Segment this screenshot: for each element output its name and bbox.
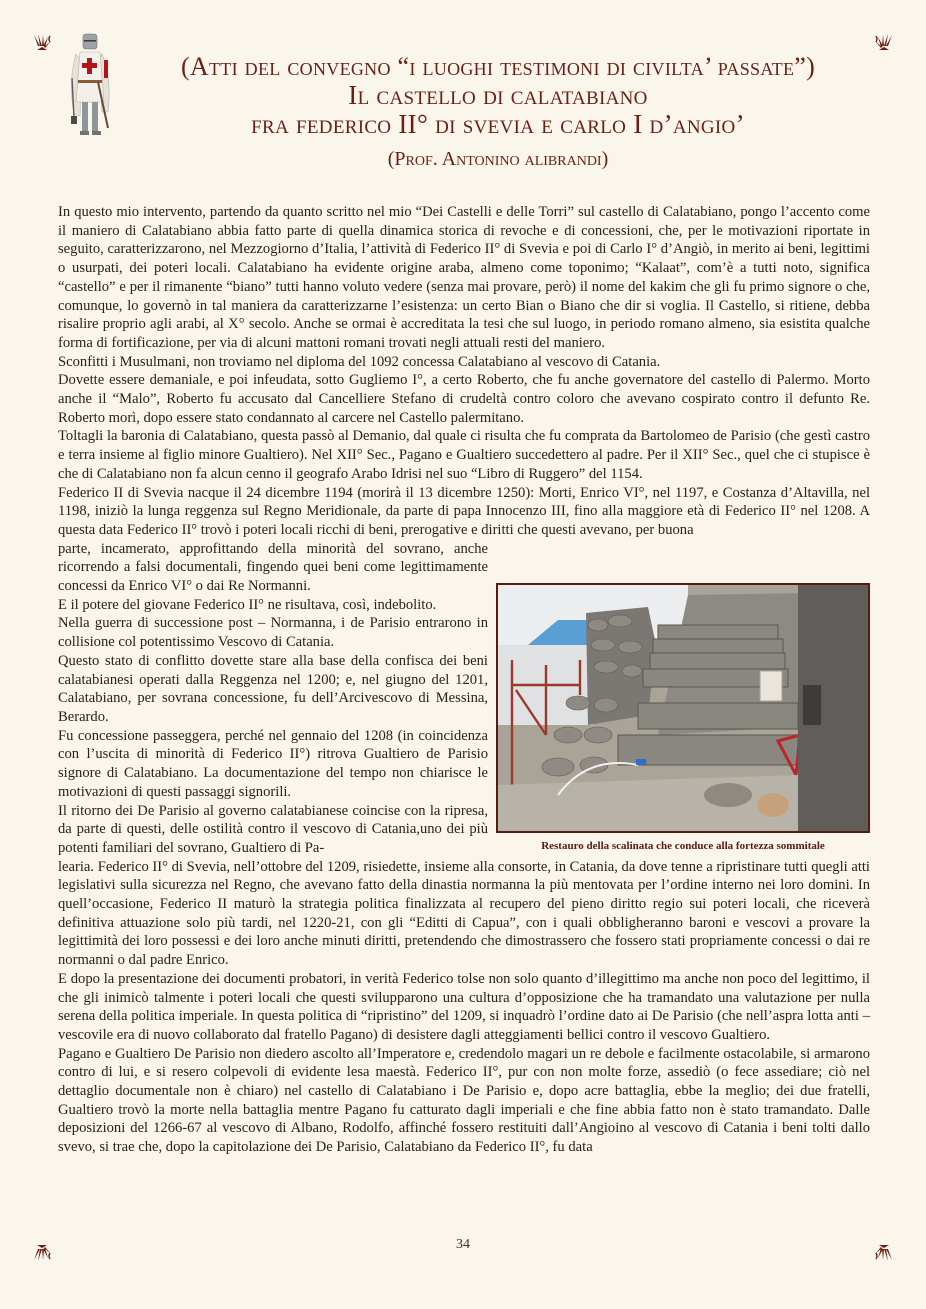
figure-caption: Restauro della scalinata che conduce alla fortezza sommitale [541, 840, 825, 852]
paragraph: Fu concessione passeggera, perché nel gennaio del 1208 (in coincidenza con l’uscita di minorità di Federico II°) ritrova Gualtiero de Parisio signore di Calatabiano. La documentazione del tempo non chiarisce le motivazioni di questi passaggi signorili. [58, 727, 488, 800]
author-byline: (Prof. Antonino alibrandi) [387, 148, 609, 170]
figure [496, 583, 870, 852]
article-header [110, 52, 886, 173]
paragraph: Federico II di Svevia nacque il 24 dicembre 1194 (morirà il 13 dicembre 1250): Morti, Enrico VI°, nel 1197, e Costanza d’Altavilla, nel 1198, iniziò la lunga reggenza sul Regno Meridionale, da parte di papa Innocenzo III, fino alla maggiore età di Federico II° nel 1208. A questa data Federico II° trovò i poteri locali ricchi di beni, prerogative e diritti che questi avevano, per buona [58, 484, 870, 538]
staircase-photo [496, 583, 870, 833]
paragraph: Toltagli la baronia di Calatabiano, questa passò al Demanio, dal quale ci risulta che fu comprata da Bartolomeo de Parisio (che gestì castro e terra insieme al figlio minore Gualtiero). Nel XII° Sec., Pagano e Gualtiero succedettero al padre. Per il XII° Sec., quel che ci stupisce è che di Calatabiano non fa alcun cenno il geografo Arabo Idrisi nel suo “Libro di Ruggero” del 1154. [58, 428, 870, 482]
page-number: 34 [456, 1237, 470, 1252]
paragraph: Pagano e Gualtiero De Parisio non diedero ascolto all’Imperatore e, credendolo magari un re debole e facilmente ostacolabile, si armarono contro di lui, e si resero colpevoli di evidente lesa maestà. Federico II°, pur con non molte forze, assediò (o fece assediare; ciò nel dettaglio documentale non è chiaro) nel castello di Calatabiano i De Parisio e, dopo acre battaglia, ebbe la meglio; dei due fratelli, Gualtiero trovò la morte nella battaglia mentre Pagano fu catturato dagli imperiali e che fine abbia fatto non è stato tramandato. Dalle deposizioni del 1266-67 al vescovo di Albano, Rodolfo, affinché fossero restituiti dall’Angioino al vescovo di Catania i beni tolti dallo svevo, si trae che, dopo la capitolazione dei De Parisio, Calatabiano da Federico II°, fu data [58, 1045, 870, 1156]
paragraph: Questo stato di conflitto dovette stare alla base della confisca dei beni calatabianesi operati dalla Reggenza nel 1200; e, nel giugno del 1201, Calatabiano, per sovrana concessione, fu dell’Arcivescovo di Messina, Berardo. [58, 652, 488, 725]
conference-title: (Atti del convegno “i luoghi testimoni di civilta’ passate”) [180, 52, 816, 81]
paragraph: Sconfitti i Musulmani, non troviamo nel diploma del 1092 concessa Calatabiano al vescovo di Catania. [58, 353, 661, 370]
paragraph: parte, incamerato, approfittando della minorità del sovrano, anche ricorrendo a falsi documentali, fingendo quei beni come legittimamente concessi da Enrico VI° o dai Re Normanni. [58, 540, 488, 595]
paragraph: learia. Federico II° di Svevia, nell’ottobre del 1209, risiedette, insieme alla consorte, in Catania, da dove tenne a ripristinare tutti quegli atti legislativi sulla sicurezza nel Regno, che avevano fatto della dinastia normanna la più mentovata per l’ordine interno nei loro domini. In quell’occasione, Federico II maturò la strategia politica finalizzata al recupero del pieno diritto regio sui poteri locali, che riceverà definitiva attuazione solo più tardi, nel 1220-21, con gli “Editti di Capua”, con i quali obbligheranno baroni e vescovi a provare la legittimità dei loro possessi e dei loro anche minuti diritti, pretendendo che dimostrassero che fossero stati propriamente concessi o dai re normanni o dal padre Enrico. [58, 858, 870, 969]
text-beside-figure [58, 540, 488, 858]
article-subtitle: fra federico II° di svevia e carlo I d’angio’ [251, 109, 745, 139]
paragraph: In questo mio intervento, partendo da quanto scritto nel mio “Dei Castelli e delle Torri” sul castello di Calatabiano, pongo l’accento come il maniero di Calatabiano abbia fatto parte di quella dinamica storica di revoche e di concessioni, che, per le motivazioni riportate in seguito, caratterizzarono, nel Mezzogiorno d’Italia, l’attività di Federico II° di Svevia e poi di Carlo I° d’Angiò, in merito ai beni, legittimi o usurpati, dei poteri locali. Calatabiano ha evidente origine araba, almeno come toponimo; “Kalaat”, com’è a tutti noto, significa “castello” e per il rimanente “biano” tutti hanno voluto vedere (senza mai provare, però) il nome del kakim che gli fu primo signore o che, comunque, lo governò in tal maniera da caratterizzarne l’esistenza: un certo Bian o Biano che dir si voglia. Il Castello, si ritiene, debba risalire proprio agli arabi, al X° secolo. Anche se ormai è accreditata la tesi che sul luogo, in periodo romano almeno, sia esistita qualche forma di fortificazione, per via di alcuni mattoni romani trovati negli attuali resti del maniero. [58, 204, 870, 351]
palm-fan-ornament-icon [32, 32, 54, 54]
paragraph: Dovette essere demaniale, e poi infeudata, sotto Gugliemo I°, a certo Roberto, che fu anche governatore del castello di Palermo. Morto anche il “Malo”, Roberto fu accusato dal Cancelliere Stefano di crudeltà contro coloro che avevano cospirato contro il defunto Re. Roberto morì, dopo essere stato condannato al carcere nel Castello palermitano. [58, 372, 870, 426]
paragraph: E dopo la presentazione dei documenti probatori, in verità Federico tolse non solo quanto d’illegittimo ma anche non poco del legittimo, il che gli inimicò talmente i poteri locali che questi svilupparono una cultura d’opposizione che ha tramandato una valutazione per nulla serena della politica imperiale. In questa politica di “ripristino” del 1209, si inquadrò l’ordine dato ai De Parisio (che nell’aspra lotta anti – vescovile era di nuovo collaborato dal fratello Pagano) di desistere dagli atteggiamenti bellici contro il vescovo Gualtiero. [58, 970, 870, 1043]
paragraph: E il potere del giovane Federico II° ne risultava, così, indebolito. [58, 596, 437, 613]
staircase-photo-drawing [498, 585, 868, 831]
article-title: Il castello di calatabiano [348, 80, 648, 110]
paragraph: Nella guerra di successione post – Normanna, i de Parisio entrarono in collisione col potentissimo Vescovo di Catania. [58, 615, 488, 651]
palm-fan-ornament-icon [872, 32, 894, 54]
paragraph: Il ritorno dei De Parisio al governo calatabianese coincise con la ripresa, da parte di questi, delle ostilità contro il vescovo di Catania,uno dei più potenti familiari del sovrano, Gualtiero di Pa- [58, 802, 488, 856]
